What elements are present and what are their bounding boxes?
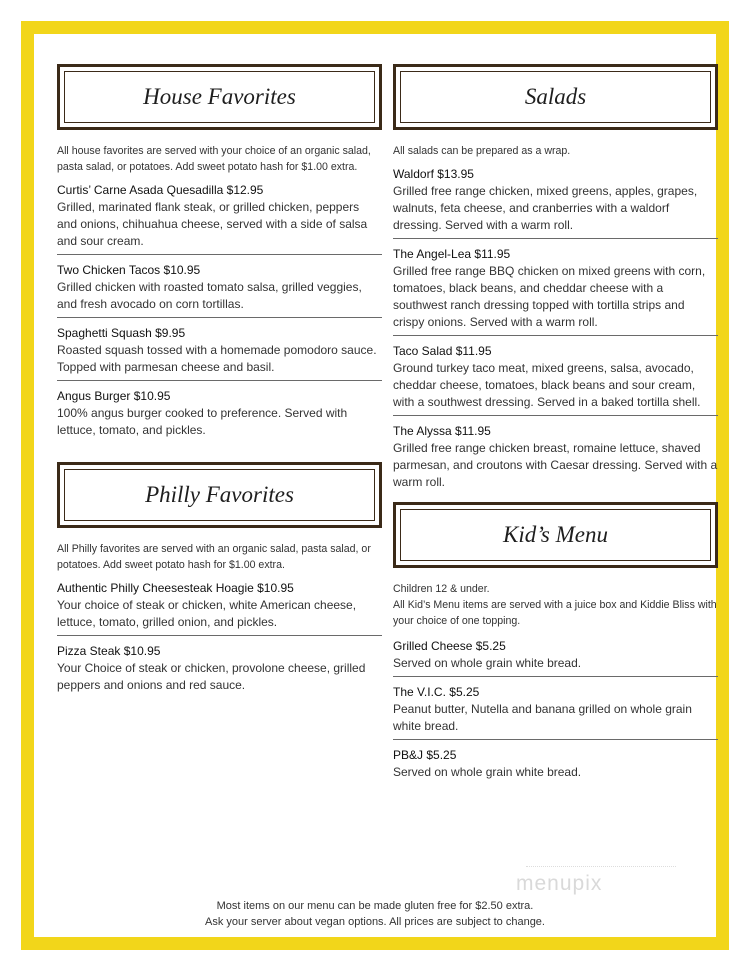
house-favorites-header	[57, 64, 382, 130]
menu-footer	[34, 898, 716, 930]
item-price: $9.95	[155, 326, 186, 340]
item-price: $11.95	[474, 247, 511, 261]
menu-item	[57, 262, 382, 318]
item-description: Roasted squash tossed with a homemade pomodoro sauce. Topped with parmesan cheese and basil.	[57, 343, 377, 374]
menu-item	[57, 182, 382, 255]
item-name: The Angel-Lea	[393, 247, 472, 261]
menu-item	[57, 580, 382, 636]
item-price: $10.95	[163, 263, 201, 277]
item-price: $5.25	[449, 685, 480, 699]
item-name: PB&J	[393, 748, 424, 762]
item-description: Grilled free range BBQ chicken on mixed greens with corn, tomatoes, black beans, and cheddar cheese with a southwest ranch dressing topped with tortilla strips and crispy onions. Served with a warm roll.	[393, 264, 706, 329]
menupix-watermark: menupix	[516, 872, 603, 895]
kids-included-note: All Kid’s Menu items are served with a juice box and Kiddie Bliss with your choice of one topping.	[393, 599, 717, 627]
menu-item	[393, 684, 718, 740]
menu-item	[393, 638, 718, 677]
vegan-note: Ask your server about vegan options. All prices are subject to change.	[205, 916, 545, 928]
item-price: $11.95	[455, 344, 492, 358]
philly-favorites-note: All Philly favorites are served with an organic salad, pasta salad, or potatoes. Add sweet potato hash for $1.00 extra.	[57, 543, 371, 571]
item-description: 100% angus burger cooked to preference. Served with lettuce, tomato, and pickles.	[57, 406, 348, 437]
item-name: Authentic Philly Cheesesteak Hoagie	[57, 581, 254, 595]
gluten-free-note: Most items on our menu can be made gluten free for $2.50 extra.	[216, 900, 534, 912]
item-description: Grilled free range chicken breast, romaine lettuce, shaved parmesan, and croutons with Caesar dressing. Served with a warm roll.	[393, 441, 718, 489]
left-column	[57, 64, 382, 705]
item-description: Your Choice of steak or chicken, provolone cheese, grilled peppers and onions and red sauce.	[57, 661, 366, 692]
section-title: House Favorites	[143, 84, 296, 109]
item-price: $13.95	[437, 167, 474, 181]
item-name: The Alyssa	[393, 424, 452, 438]
item-description: Served on whole grain white bread.	[393, 656, 582, 670]
house-favorites-note: All house favorites are served with your choice of an organic salad, pasta salad, or potatoes. Add sweet potato hash for $1.00 extra.	[57, 145, 371, 173]
section-title: Salads	[524, 84, 587, 109]
item-price: $10.95	[123, 644, 161, 658]
section-title: Kid’s Menu	[503, 522, 608, 547]
menu-item	[393, 747, 718, 785]
item-name: Grilled Cheese	[393, 639, 473, 653]
item-description: Grilled chicken with roasted tomato salsa, grilled veggies, and fresh avocado on corn tortillas.	[57, 280, 362, 311]
menu-item	[393, 343, 718, 416]
item-description: Grilled, marinated flank steak, or grilled chicken, peppers and onions, chihuahua cheese, served with a side of salsa and sour cream.	[57, 200, 368, 248]
item-description: Served on whole grain white bread.	[393, 765, 582, 779]
section-title: Philly Favorites	[145, 482, 294, 507]
item-price: $12.95	[226, 183, 264, 197]
item-price: $10.95	[257, 581, 294, 595]
philly-favorites-header	[57, 462, 382, 528]
menu-item	[393, 246, 718, 336]
item-name: The V.I.C.	[393, 685, 446, 699]
item-price: $5.25	[426, 748, 457, 762]
item-price: $11.95	[455, 424, 491, 438]
item-description: Peanut butter, Nutella and banana grilled on whole grain white bread.	[393, 702, 692, 733]
menu-item	[57, 325, 382, 381]
salads-header	[393, 64, 718, 130]
menu-item	[57, 388, 382, 443]
item-description: Your choice of steak or chicken, white American cheese, lettuce, tomato, grilled onion, and pickles.	[57, 598, 357, 629]
kids-menu-note	[393, 581, 718, 629]
salads-note: All salads can be prepared as a wrap.	[393, 145, 571, 157]
item-name: Spaghetti Squash	[57, 326, 152, 340]
menu-frame	[21, 21, 729, 950]
menu-item	[57, 643, 382, 698]
menu-item	[393, 423, 718, 495]
item-name: Taco Salad	[393, 344, 453, 358]
item-description: Grilled free range chicken, mixed greens, apples, grapes, walnuts, feta cheese, and cranberries with a waldorf dressing. Served with a warm roll.	[393, 184, 698, 232]
item-price: $10.95	[133, 389, 171, 403]
right-column	[393, 64, 718, 792]
kids-age-note: Children 12 & under.	[393, 583, 490, 595]
item-name: Two Chicken Tacos	[57, 263, 161, 277]
kids-menu-header	[393, 502, 718, 568]
item-price: $5.25	[475, 639, 506, 653]
item-name: Pizza Steak	[57, 644, 121, 658]
item-name: Waldorf	[393, 167, 434, 181]
watermark-rule	[526, 866, 676, 867]
menu-item	[393, 166, 718, 239]
item-name: Angus Burger	[57, 389, 131, 403]
item-description: Ground turkey taco meat, mixed greens, salsa, avocado, cheddar cheese, tomatoes, black beans and sour cream, with a southwest dressing. Served in a baked tortilla shell.	[393, 361, 701, 409]
item-name: Curtis’ Carne Asada Quesadilla	[57, 183, 224, 197]
